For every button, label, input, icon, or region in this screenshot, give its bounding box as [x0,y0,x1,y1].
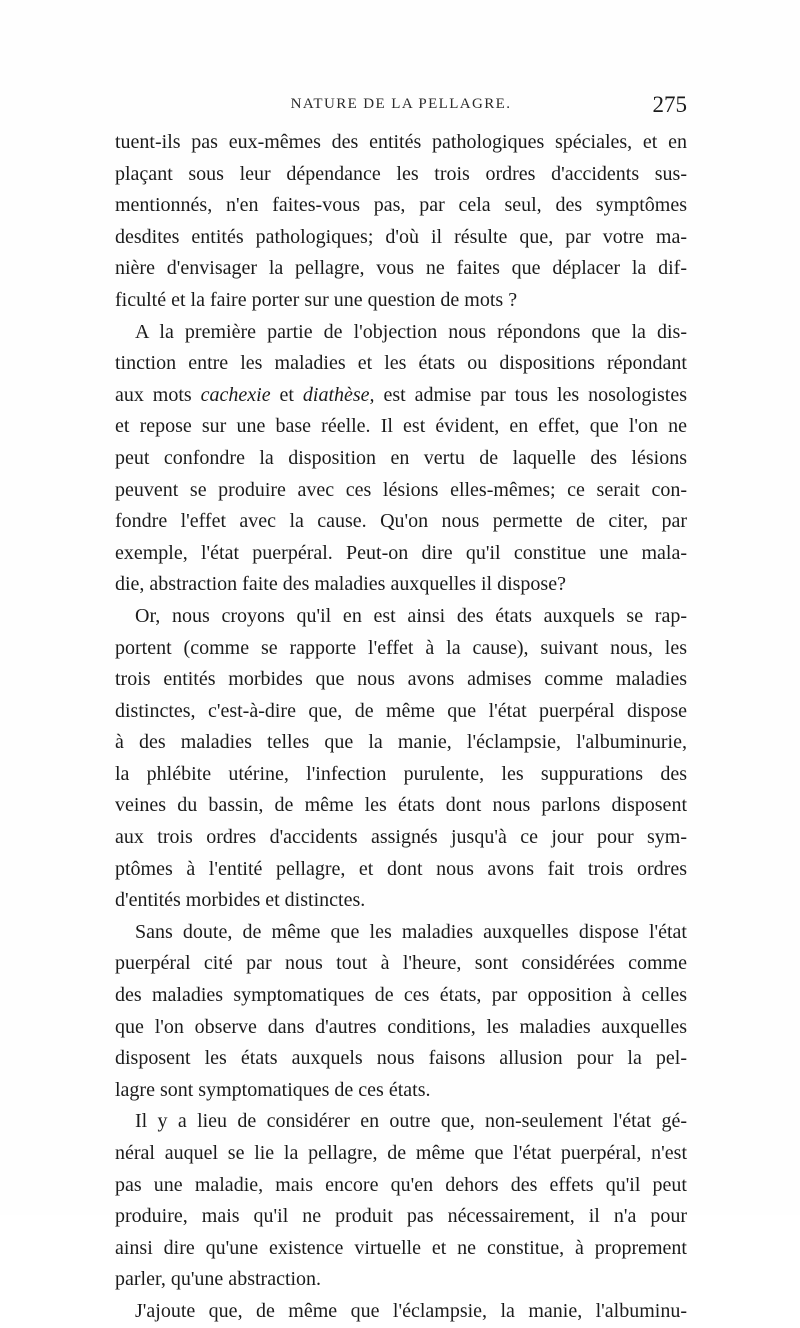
text-line: ainsi dire qu'une existence virtuelle et ne constitue, à proprement [115,1236,687,1259]
text-line: pas une maladie, mais encore qu'en dehors des effets qu'il peut [115,1173,687,1196]
text-line: J'ajoute que, de même que l'éclampsie, la manie, l'albuminu- [135,1299,687,1322]
paragraph [115,1106,687,1296]
text-line: tinction entre les maladies et les états ou dispositions répondant [115,352,687,375]
text-line: puerpéral cité par nous tout à l'heure, sont considérées comme [115,952,687,975]
text-line: Sans doute, de même que les maladies auxquelles dispose l'état [135,920,687,943]
text-line: Or, nous croyons qu'il en est ainsi des états auxquels se rap- [135,604,687,627]
text-line: A la première partie de l'objection nous répondons que la dis- [135,320,687,343]
text-line: des maladies symptomatiques de ces états, par opposition à celles [115,984,687,1007]
text-segment: et [270,383,303,406]
text-line: et repose sur une base réelle. Il est évident, en effet, que l'on ne [115,415,687,438]
text-line: plaçant sous leur dépendance les trois ordres d'accidents sus- [115,162,687,185]
text-line: desdites entités pathologiques; d'où il résulte que, par votre ma- [115,225,687,248]
text-line: distinctes, c'est-à-dire que, de même que l'état puerpéral dispose [115,699,687,722]
text-line: die, abstraction faite des maladies auxquelles il dispose? [115,573,566,596]
text-line: lagre sont symptomatiques de ces états. [115,1078,431,1101]
text-line: veines du bassin, de même les états dont nous parlons disposent [115,794,687,817]
paragraph [115,1296,687,1328]
text-line: la phlébite utérine, l'infection purulente, les suppurations des [115,762,687,785]
text-line: à des maladies telles que la manie, l'éclampsie, l'albuminurie, [115,731,687,754]
paragraph [115,601,687,917]
text-line: trois entités morbides que nous avons admises comme maladies [115,668,687,691]
text-line: exemple, l'état puerpéral. Peut-on dire qu'il constitue une mala- [115,541,687,564]
text-line: portent (comme se rapporte l'effet à la cause), suivant nous, les [115,636,687,659]
text-line: néral auquel se lie la pellagre, de même que l'état puerpéral, n'est [115,1142,687,1164]
text-line: disposent les états auxquels nous faisons allusion pour la pel- [115,1047,687,1070]
text-line: Il y a lieu de considérer en outre que, non-seulement l'état gé- [135,1110,687,1133]
italic-term: diathèse, [302,383,375,406]
text-segment: est admise par tous les nosologistes [374,383,687,406]
text-line: peut confondre la disposition en vertu de laquelle des lésions [115,446,687,469]
text-line: parler, qu'une abstraction. [115,1268,322,1291]
text-line: ptômes à l'entité pellagre, et dont nous avons fait trois ordres [115,857,687,880]
running-title: NATURE DE LA PELLAGRE. [290,96,512,112]
text-line: que l'on observe dans d'autres conditions, les maladies auxquelles [115,1015,687,1038]
text-line [115,380,687,412]
running-head [115,92,687,124]
text-line: mentionnés, n'en faites-vous pas, par cela seul, des symptômes [115,194,687,217]
text-line: peuvent se produire avec ces lésions elles-mêmes; ce serait con- [115,478,687,501]
text-line: ficulté et la faire porter sur une question de mots ? [115,288,518,311]
text-line: nière d'envisager la pellagre, vous ne faites que déplacer la dif- [115,257,687,280]
page-number: 275 [652,92,687,117]
paragraph [115,317,687,601]
body-text [115,127,687,1328]
text-line: tuent-ils pas eux-mêmes des entités pathologiques spéciales, et en [115,131,687,153]
text-line: aux trois ordres d'accidents assignés jusqu'à ce jour pour sym- [115,826,687,849]
text-line: fondre l'effet avec la cause. Qu'on nous permette de citer, par [115,510,687,533]
italic-term: cachexie [200,383,271,406]
text-line: produire, mais qu'il ne produit pas nécessairement, il n'a pour [115,1205,687,1228]
text-segment: aux mots [115,383,201,406]
text-line: d'entités morbides et distinctes. [115,889,366,912]
paragraph [115,917,687,1107]
paragraph [115,127,687,317]
